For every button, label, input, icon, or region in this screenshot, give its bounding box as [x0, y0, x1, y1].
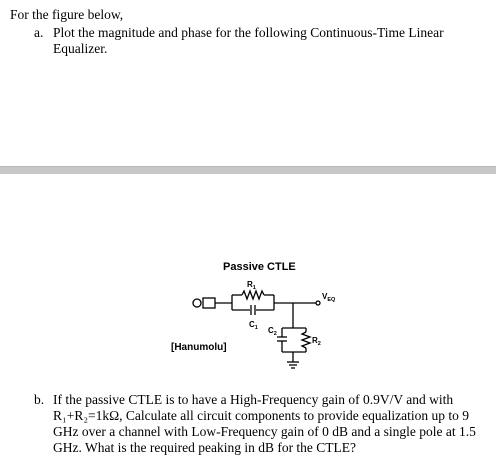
question-a-text: Plot the magnitude and phase for the following Continuous-Time Linear Equalizer.	[53, 25, 444, 56]
input-source-icon	[193, 299, 201, 307]
r1-label: $R_1$	[247, 280, 256, 291]
output-node	[316, 301, 320, 305]
c2-label: $C_2$	[268, 326, 277, 337]
input-block	[203, 298, 215, 308]
figure-citation: [Hanumolu]	[171, 342, 227, 353]
question-b-letter: b.	[34, 392, 45, 407]
veq-label: $V_{EQ}$	[322, 292, 336, 303]
r2-resistor	[302, 332, 310, 348]
r1-resistor	[242, 291, 264, 299]
figure-title: Passive CTLE	[223, 261, 296, 273]
question-a-letter: a.	[34, 25, 44, 40]
intro-text: For the figure below,	[10, 7, 124, 22]
c1-label: $C_1$	[249, 320, 258, 331]
r2-label: $R_2$	[312, 336, 321, 347]
question-b-text: If the passive CTLE is to have a High-Frequency gain of 0.9V/V and with R₁+R₂=1kΩ, Calculate all circuit components to provide equalization up to 9 GHz over a channel with Low-Frequency gain of 0 dB and a single pole at 1.5 GHz. What is the required peaking in dB for the CTLE?	[53, 392, 476, 455]
